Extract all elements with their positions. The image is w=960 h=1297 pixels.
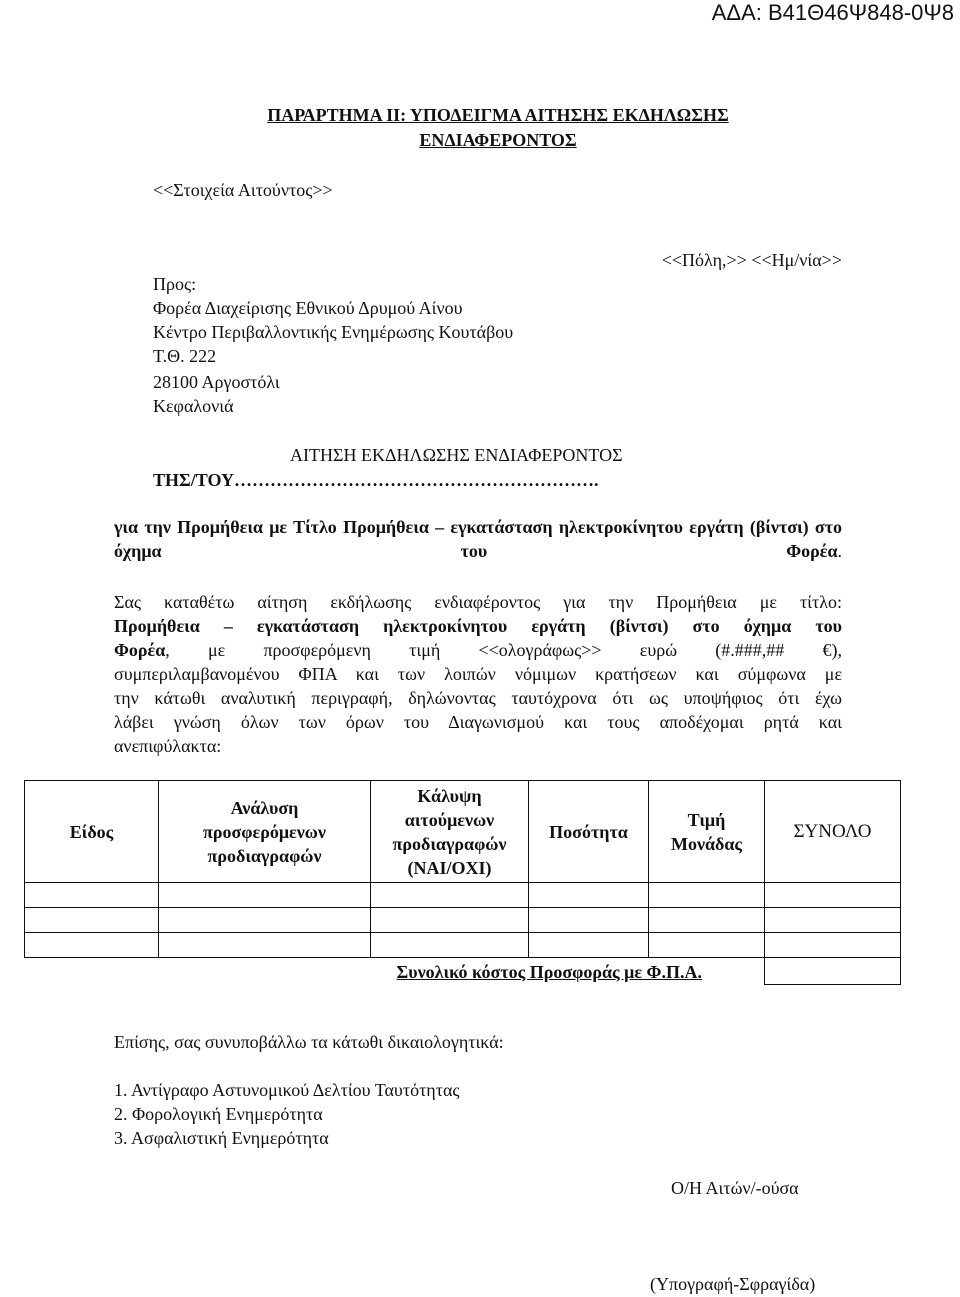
body-line: συμπεριλαμβανομένου ΦΠΑ και των λοιπών νόμιμων κρατήσεων και σύμφωνα με [114,664,842,684]
recipient-line: Κέντρο Περιβαλλοντικής Ενημέρωσης Κουτάβου [153,322,514,342]
signature-label: Ο/Η Αιτών/-ούσα [671,1178,799,1198]
body-price: , με προσφερόμενη τιμή <<ολογράφως>> ευρώ (#.###,## €), [165,640,842,660]
body-line-bold: Προμήθεια – εγκατάσταση ηλεκτροκίνητου εργάτη (βίντσι) στο όχημα του [114,616,842,636]
table-row [25,883,901,908]
subject-title: Προμήθεια – εγκατάσταση ηλεκτροκίνητου εργάτη (βίντσι) στο όχημα του Φορέα [114,517,842,561]
attachment-item: 1. Αντίγραφο Αστυνομικού Δελτίου Ταυτότητας [114,1080,460,1100]
table-total-row [25,958,901,985]
place-date: <<Πόλη,>> <<Ημ/νία>> [661,250,842,270]
recipient-line: Τ.Θ. 222 [153,346,217,366]
recipient-label: Προς: [153,274,197,294]
subject-prefix: για την Προμήθεια με Τίτλο [114,517,344,537]
header-quantity: Ποσότητα [529,781,649,883]
request-heading: ΑΙΤΗΣΗ ΕΚΔΗΛΩΣΗΣ ΕΝΔΙΑΦΕΡΟΝΤΟΣ [290,445,623,465]
attachment-item: 2. Φορολογική Ενημερότητα [114,1104,323,1124]
header-unit-price: Τιμή Μονάδας [649,781,765,883]
document-title-line2: ΕΝΔΙΑΦΕΡΟΝΤΟΣ [419,130,577,150]
body-forea: Φορέα [114,640,166,660]
document-title-line1: ΠΑΡΑΡΤΗΜΑ ΙΙ: ΥΠΟΔΕΙΓΜΑ ΑΙΤΗΣΗΣ ΕΚΔΗΛΩΣΗΣ [267,105,729,125]
body-line [114,638,842,662]
table-row [25,908,901,933]
applicant-placeholder: <<Στοιχεία Αιτούντος>> [153,180,333,200]
table-header-row [25,781,901,883]
applicant-line: ΤΗΣ/ΤΟΥ……………………………………………………. [153,470,599,490]
specification-table [24,780,901,985]
body-line: Σας καταθέτω αίτηση εκδήλωσης ενδιαφέροντος για την Προμήθεια με τίτλο: [114,592,842,612]
recipient-line: Κεφαλονιά [153,396,234,416]
recipient-line: 28100 Αργοστόλι [153,372,280,392]
ada-code: ΑΔΑ: Β41Θ46Ψ848-0Ψ8 [711,0,954,25]
table-row [25,933,901,958]
recipient-line: Φορέα Διαχείρισης Εθνικού Δρυμού Αίνου [153,298,463,318]
attachments-intro: Επίσης, σας συνυποβάλλω τα κάτωθι δικαιολογητικά: [114,1032,504,1052]
total-cost-value [765,958,901,985]
header-analysis: Ανάλυση προσφερόμενων προδιαγραφών [159,781,371,883]
total-cost-label: Συνολικό κόστος Προσφοράς με Φ.Π.Α. [396,962,702,982]
attachment-item: 3. Ασφαλιστική Ενημερότητα [114,1128,329,1148]
body-line: ανεπιφύλακτα: [114,736,222,756]
subject-line: για την Προμήθεια με Τίτλο Προμήθεια – εγκατάσταση ηλεκτροκίνητου εργάτη (βίντσι) στο όχημα του Φορέα. [114,517,842,561]
header-total: ΣΥΝΟΛΟ [765,781,901,883]
body-line: την κάτωθι αναλυτική περιγραφή, δηλώνοντας ταυτόχρονα ότι ως υποψήφιος ότι έχω [114,688,842,708]
header-eidos: Είδος [25,781,159,883]
body-line: λάβει γνώση όλων των όρων του Διαγωνισμού και τους αποδέχομαι ρητά και [114,712,842,732]
signature-stamp: (Υπογραφή-Σφραγίδα) [650,1274,816,1294]
header-coverage: Κάλυψη αιτούμενων προδιαγραφών (ΝΑΙ/ΟΧΙ) [371,781,529,883]
